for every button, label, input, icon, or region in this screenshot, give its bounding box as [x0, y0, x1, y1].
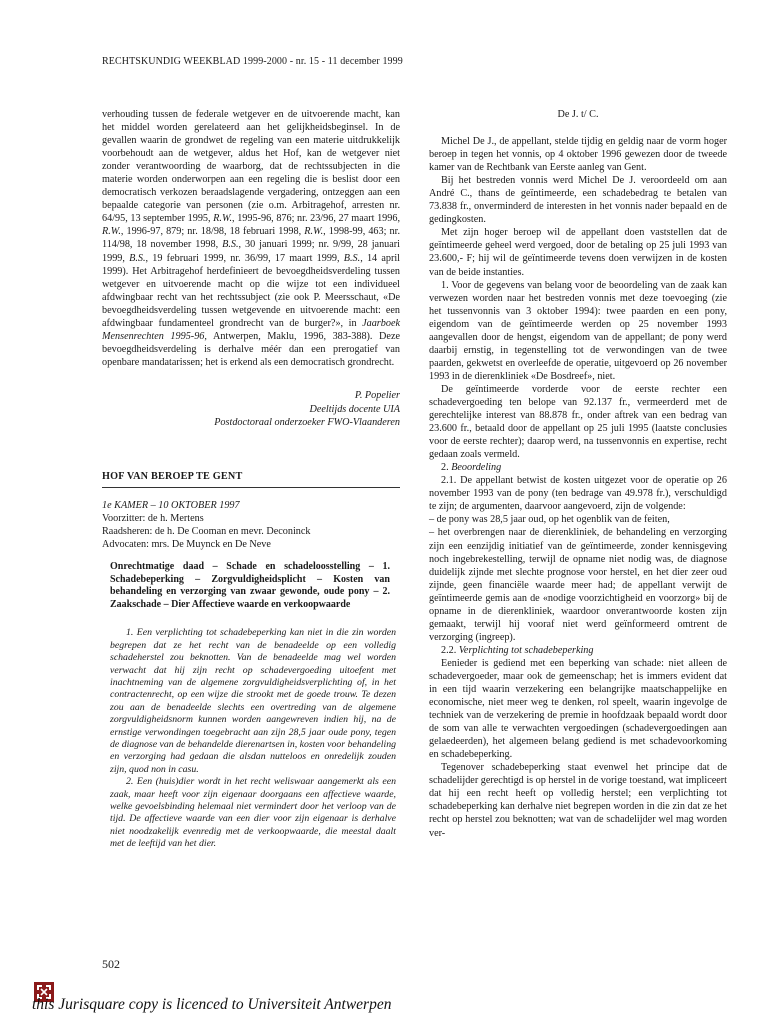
court-heading: HOF VAN BEROEP TE GENT [102, 470, 400, 488]
paragraph [429, 174, 727, 226]
case-title: De J. t/ C. [557, 109, 599, 120]
paragraph [429, 657, 727, 761]
italic-text: R.W. [213, 213, 233, 225]
text-run: Met zijn hoger beroep wil de appellant doen vaststellen dat de geïntimeerde geheel werd vergoed, door de betaling op 25 juli 1993 van 23.600,- F; hij wil de geïntimeerde tevens doen verwijzen in de kosten van de beide instanties. [429, 227, 727, 278]
paragraph [429, 279, 727, 383]
text-run: Eenieder is gediend met een beperking van schade: niet alleen de schadevergoeder, maar ook de gemeenschap; het is immers evident dat in een tijd waarin verzekering een belangrijke maatschappelijke en economische, niet meer weg te denken, rol speelt, waarin ingevolge de techniek van de verzekering de premie in hoofdzaak bepaald wordt door de som van alle te verwachten vergoedingen (schadevergoedingen aan gelaedeerden), het algemeen belang gediend is met schadevoorkoming en schadebeperking. [429, 657, 727, 761]
list-item [429, 513, 727, 526]
italic-text: R.W. [102, 226, 121, 238]
italic-text: B.S. [222, 239, 239, 251]
paragraph [429, 135, 727, 174]
text-run: De geïntimeerde vorderde voor de eerste rechter een schadevergoeding ten belope van 92.137 fr., vermeerderd met de gerechtelijke interest van 88.878 fr., onder aftrek van een bedrag van 23.600 fr., betaald door de appellant op 25 juli 1995 (laatste conclusies voor de eerste rechter); daarop werd, na tussenvonnis en expertise, recht gedaan zoals vermeld. [429, 383, 727, 461]
text-run: , 1995-96, 876; nr. 23/96, 27 maart 1996, [232, 213, 400, 225]
text-run: 2.1. De appellant betwist de kosten uitgezet voor de operatie op 26 november 1993 van de pony (ten bedrage van 49.978 fr.), verschuldigd te zijn; de argumenten, daarvoor aangevoerd, zijn de volgende: [429, 475, 727, 513]
paragraph [429, 226, 727, 278]
text-run: Bij het bestreden vonnis werd Michel De J. veroordeeld om aan André C., thans de geïntimeerde, een schadebedrag te betalen van 73.838 fr., onverminderd de interesten in het vonnis nader bepaald en de gedingkosten. [429, 175, 727, 226]
judgment-body [429, 135, 727, 840]
text-run: , 1996-97, 879; nr. 18/98, 18 februari 1998, [120, 226, 305, 238]
author-title: Deeltijds docente UIA [309, 403, 400, 415]
running-header: RECHTSKUNDIG WEEKBLAD 1999-2000 - nr. 15 - 11 december 1999 [102, 56, 403, 67]
license-text: this Jurisquare copy is licenced to Universiteit Antwerpen [32, 996, 392, 1013]
paragraph [429, 461, 727, 474]
left-column [102, 108, 400, 851]
lawyers: Advocaten: mrs. De Muynck en De Neve [102, 538, 271, 550]
paragraph [429, 644, 727, 657]
paragraph [429, 474, 727, 513]
license-footer [14, 982, 754, 1018]
right-column [429, 108, 727, 840]
text-run: , Antwerpen, Maklu, 1996, 383-388). Deze bevoegdheidsverdeling is derhalve méér dan een prerogatief van openbare mandatarissen; het is erkend als een democratisch grondrecht. [102, 330, 400, 368]
italic-text: B.S. [343, 252, 361, 264]
case-meta [102, 499, 400, 551]
author-affiliation: Postdoctoraal onderzoeker FWO-Vlaanderen [214, 417, 400, 429]
author-signature [102, 389, 400, 430]
text-run: , 1998-99, 463; nr. 114/98, 18 november 1998, [102, 226, 400, 251]
list-item [429, 526, 727, 643]
headnote: 2. Een (huis)dier wordt in het recht weliswaar aangemerkt als een zaak, maar heeft voor zijn eigenaar doorgaans een affectieve waarde, welke gevoelsbinding helemaal niet vermindert door het verloop van de tijd. De affectieve waarde van een dier voor zijn eigenaar is derhalve niet noodzakelijk evenredig met de verkoopwaarde, die meestal daalt met de leeftijd van het dier. [110, 776, 396, 850]
text-run: – het overbrengen naar de dierenkliniek, de behandeling en verzorging zijn een eenzijdig initiatief van de geïntimeerde, zonder kennisgeving noch ingebrekestelling, terwijl de opname niet nodig was, de diagnose duidelijk zijnde met slechte prognose voor herstel, en het dier zeer oud zijnde, geen financiële waarde meer had; de appellant verwijt de geïntimeerde gemis aan de «nodige voorzichtigheid en voorzorg» bij de opname in de dierenkliniek, waardoor onverantwoorde kosten zijn gemaakt, terwijl hij vooraf niet werd geïnformeerd omtrent de verzorging (ingreep). [429, 527, 727, 643]
italic-text: Verplichting tot schadebeperking [458, 644, 594, 656]
text-run: verhouding tussen de federale wetgever en de uitvoerende macht, kan het middel worden gerelateerd aan het gelijkheidsbeginsel. In de gevallen waarin de grondwet de regeling van een materie uitdrukkelijk voorbehoudt aan de wetgever, aldus het Hof, kan de wetgever niet zonder verantwoording de waarborg, dat de rechtssubjecten in die materie worden onderworpen aan een regeling die is beslist door een democratisch verkozen beraadslagende vergadering, ontzeggen aan een bepaalde categorie van personen (zie o.m. Arbitragehof, arresten nr. 64/95, 13 september 1995, [102, 109, 400, 225]
text-run: , 14 april 1999). Het Arbitragehof herdefinieert de bevoegdheidsverdeling tussen wetgever en uitvoerende macht op die wijze tot een individueel afdwingbaar recht van het rechtssubject (zie ook P. Meersschaut, «De bevoegdheidsverdeling tussen wetgevende en uitvoerende macht: een afdwingbaar fundamenteel grondrecht van de burger?», in [102, 252, 401, 329]
text-run: Michel De J., de appellant, stelde tijdig en geldig naar de vorm hoger beroep in tegen het vonnis, op 4 oktober 1996 gewezen door de tweede kamer van de Rechtbank van Eerste aanleg van Gent. [429, 136, 727, 174]
headnotes [102, 627, 400, 850]
paragraph [429, 383, 727, 461]
italic-text: Beoordeling [451, 462, 502, 474]
text-run: Tegenover schadebeperking staat evenwel het principe dat de schadelijder gerechtigd is op herstel in de vorige toestand, wat impliceert dat hij een recht heeft op volledig herstel; een verplichting tot schadebeperking kan derhalve niet begrepen worden in die zin dat ze het recht op herstel zou beknotten; wat van de schadelijder wel mag worden ver- [429, 762, 727, 839]
text-run: , 19 februari 1999, nr. 36/99, 17 maart 1999, [145, 252, 344, 264]
opening-paragraph [102, 108, 400, 369]
text-run: 2. [441, 462, 452, 474]
italic-text: B.S. [129, 252, 146, 264]
page-number: 502 [102, 957, 120, 971]
text-run: 2.2. [441, 644, 459, 656]
paragraph [429, 761, 727, 839]
text-run: , 30 januari 1999; nr. 9/99, 28 januari 1999, [102, 239, 400, 264]
text-run: – de pony was 28,5 jaar oud, op het ogenblik van de feiten, [429, 514, 670, 526]
text-run: 1. Voor de gegevens van belang voor de beoordeling van de zaak kan verwezen worden naar het bestreden vonnis met deze toevoeging (zie het tussenvonnis van 3 oktober 1994): twee paarden en een pony, eigendom van de geïntimeerde werden op 25 november 1993 aangevallen door de hengst, eigendom van de appellant; de pony werd daarbij ernstig, in tegenstelling tot de verwondingen van de twee paarden, gekwetst en overleefde de operatie, uitgevoerd op 26 november 1993 in de dierenkliniek «De Bosdreef», niet. [429, 279, 727, 382]
case-keywords: Onrechtmatige daad – Schade en schadeloosstelling – 1. Schadebeperking – Zorgvuldigheidsplicht – Kosten van behandeling en verzorging van zwaar gewonde, oude pony – 2. Zaakschade – Dier Affectieve waarde en verkoopwaarde [110, 560, 390, 610]
chamber-date: 1e KAMER – 10 OKTOBER 1997 [102, 499, 240, 511]
italic-text: Jaarboek Mensenrechten 1995-96 [102, 317, 400, 342]
author-name: P. Popelier [354, 389, 400, 401]
judges: Raadsheren: de h. De Cooman en mevr. Deconinck [102, 525, 311, 537]
italic-text: R.W. [304, 226, 324, 238]
presiding-judge: Voorzitter: de h. Mertens [102, 512, 204, 524]
headnote: 1. Een verplichting tot schadebeperking kan niet in die zin worden begrepen dat ze het recht van de benadeelde op een volledig schadeherstel zou beknotten. Van de benadeelde mag wel worden verwacht dat hij zijn recht op schadevergoeding uitoefent met inachtneming van de algemene zorgvuldigheidsverplichting of, in het contractenrecht, op een wijze die strookt met de goede trouw. Te dezen zou aan de benadeelde slechts een overtreding van de algemene zorgvuldigheidsnorm kunnen worden aangewreven indien hij, na de ernstige verwondingen toegebracht aan zijn 28,5 jaar oude pony, tegen de diagnose van de behandelde dierenartsen in, kosten voor behandeling en verzorging had gedaan die alsdan nutteloos en onredelijk zouden zijn, quod non in casu. [110, 627, 396, 775]
